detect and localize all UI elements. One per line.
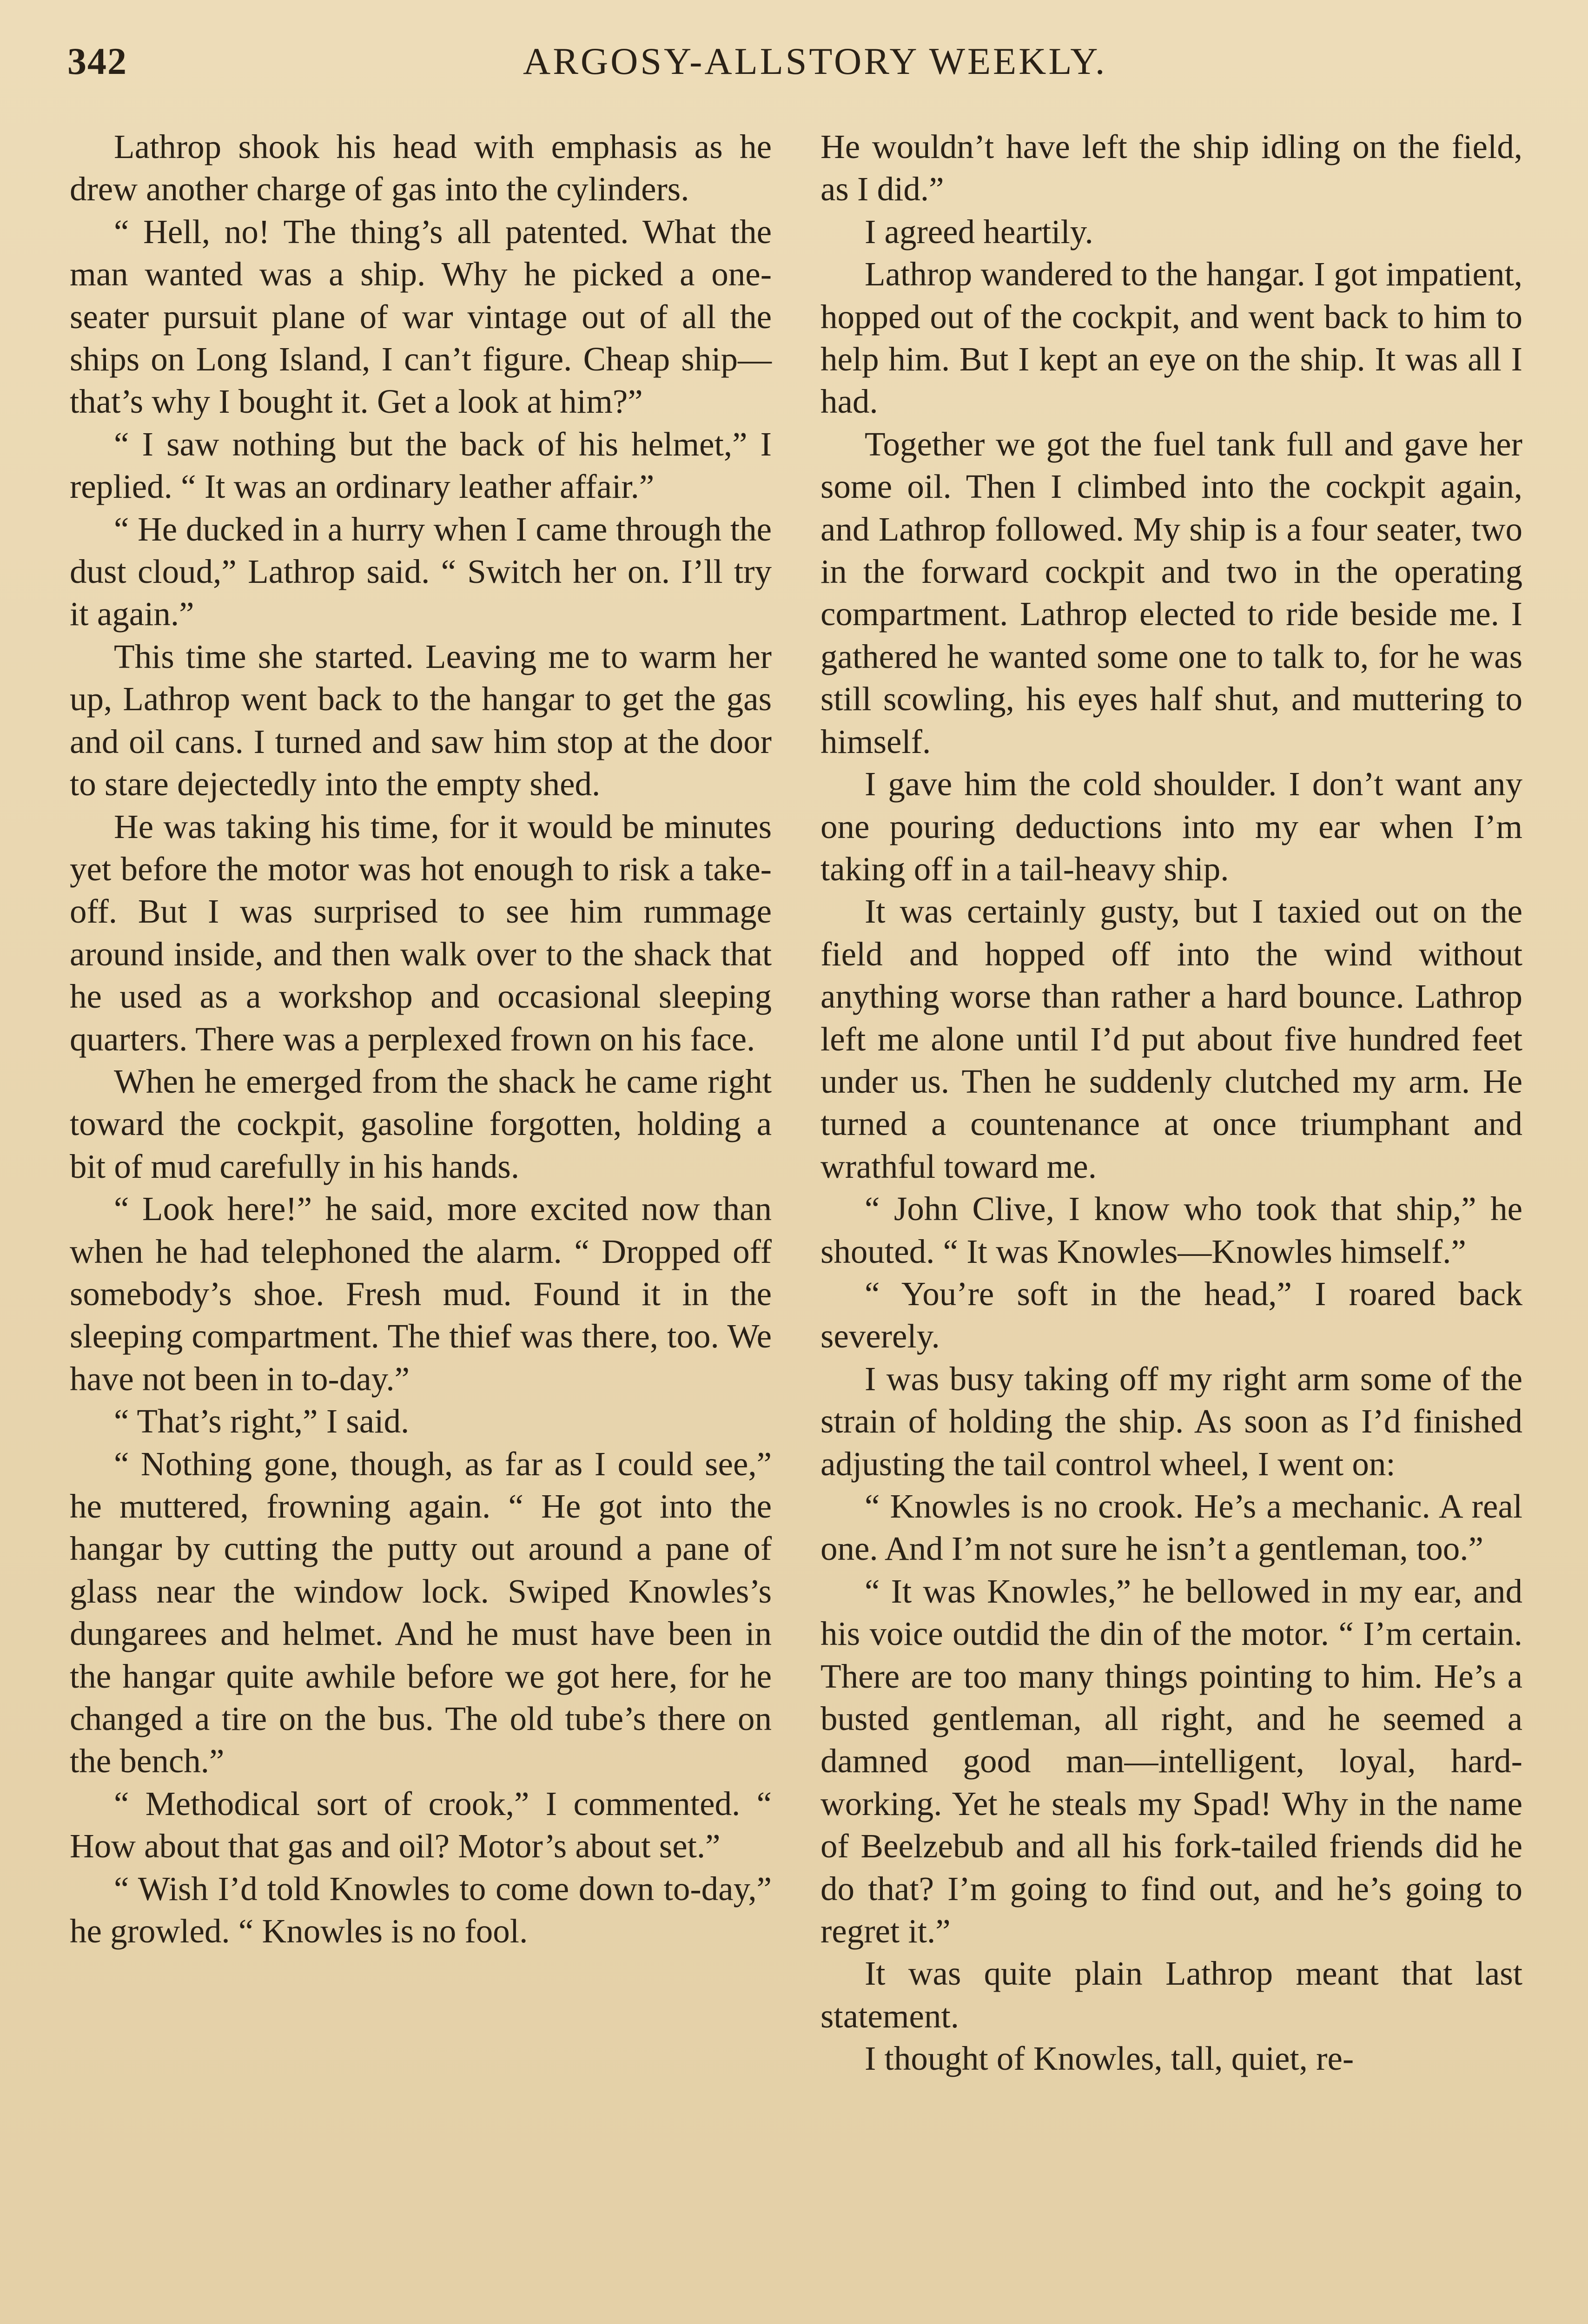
paragraph: “ Wish I’d told Knowles to come down to-day,” he growled. “ Knowles is no fool.: [70, 1869, 772, 1950]
paragraph: “ He ducked in a hurry when I came through the dust cloud,” Lathrop said. “ Switch her on. I’ll try it again.”: [70, 510, 772, 633]
paragraph: “ Hell, no! The thing’s all patented. What the man wanted was a ship. Why he picked a one-seater pursuit plane of war vintage out of all the ships on Long Island, I can’t figure. Cheap ship—that’s why I bought it. Get a look at him?”: [70, 212, 772, 421]
paragraph: “ John Clive, I know who took that ship,” he shouted. “ It was Knowles—Knowles himself.”: [820, 1190, 1522, 1270]
paragraph: When he emerged from the shack he came right toward the cockpit, gasoline forgotten, holding a bit of mud carefully in his hands.: [70, 1062, 772, 1185]
paragraph: It was quite plain Lathrop meant that last statement.: [820, 1954, 1522, 2035]
paragraph: I thought of Knowles, tall, quiet, re-: [865, 2040, 1354, 2078]
paragraph: He wouldn’t have left the ship idling on the field, as I did.”: [820, 128, 1522, 208]
paragraph: Lathrop shook his head with emphasis as he drew another charge of gas into the cylinders.: [70, 128, 772, 208]
page-number: 342: [67, 40, 127, 82]
text-column-left: [70, 125, 772, 1952]
paragraph: It was certainly gusty, but I taxied out on the field and hopped off into the wind without anything worse than rather a hard bounce. Lathrop left me alone until I’d put about five hundred feet under us. Then he suddenly clutched my arm. He turned a countenance at once triumphant and wrathful toward me.: [820, 892, 1522, 1185]
paragraph: Lathrop wandered to the hangar. I got impatient, hopped out of the cockpit, and went back to him to help him. But I kept an eye on the ship. It was all I had.: [820, 255, 1522, 421]
paragraph: “ Methodical sort of crook,” I commented. “ How about that gas and oil? Motor’s about set.”: [70, 1784, 772, 1865]
paragraph: “ That’s right,” I said.: [114, 1402, 410, 1440]
paragraph: This time she started. Leaving me to warm her up, Lathrop went back to the hangar to get the gas and oil cans. I turned and saw him stop at the door to stare dejectedly into the empty shed.: [70, 637, 772, 803]
paragraph: Together we got the fuel tank full and gave her some oil. Then I climbed into the cockpit again, and Lathrop followed. My ship is a four seater, two in the forward cockpit and two in the operating compartment. Lathrop elected to ride beside me. I gathered he wanted some one to talk to, for he was still scowling, his eyes half shut, and muttering to himself.: [820, 425, 1522, 760]
page-header: [67, 40, 1542, 100]
paragraph: “ I saw nothing but the back of his helmet,” I replied. “ It was an ordinary leather affair.”: [70, 425, 772, 506]
running-title: ARGOSY-ALLSTORY WEEKLY.: [523, 40, 1107, 82]
paragraph: He was taking his time, for it would be minutes yet before the motor was hot enough to risk a take-off. But I was surprised to see him rummage around inside, and then walk over to the shack that he used as a workshop and occasional sleeping quarters. There was a perplexed frown on his face.: [70, 807, 772, 1058]
paragraph: “ It was Knowles,” he bellowed in my ear, and his voice outdid the din of the motor. “ I’m certain. There are too many things pointing to him. He’s a busted gentleman, all right, and he seemed a damned good man—intelligent, loyal, hard-working. Yet he steals my Spad! Why in the name of Beelzebub and all his fork-tailed friends did he do that? I’m going to find out, and he’s going to regret it.”: [820, 1572, 1522, 1950]
paragraph: I was busy taking off my right arm some of the strain of holding the ship. As soon as I’d finished adjusting the tail control wheel, I went on:: [820, 1360, 1522, 1483]
paragraph: “ Nothing gone, though, as far as I could see,” he muttered, frowning again. “ He got into the hangar by cutting the putty out around a pane of glass near the window lock. Swiped Knowles’s dungarees and helmet. And he must have been in the hangar quite awhile before we got here, for he changed a tire on the bus. The old tube’s there on the bench.”: [70, 1445, 772, 1780]
paragraph: “ You’re soft in the head,” I roared back severely.: [820, 1274, 1522, 1355]
paragraph: I agreed heartily.: [865, 212, 1093, 251]
paragraph: “ Knowles is no crook. He’s a mechanic. A real one. And I’m not sure he isn’t a gentleman, too.”: [820, 1487, 1522, 1568]
text-column-right: [820, 125, 1522, 2080]
paragraph: “ Look here!” he said, more excited now than when he had telephoned the alarm. “ Dropped off somebody’s shoe. Fresh mud. Found it in the sleeping compartment. The thief was there, too. We have not been in to-day.”: [70, 1190, 772, 1398]
paragraph: I gave him the cold shoulder. I don’t want any one pouring deductions into my ear when I’m taking off in a tail-heavy ship.: [820, 765, 1522, 888]
